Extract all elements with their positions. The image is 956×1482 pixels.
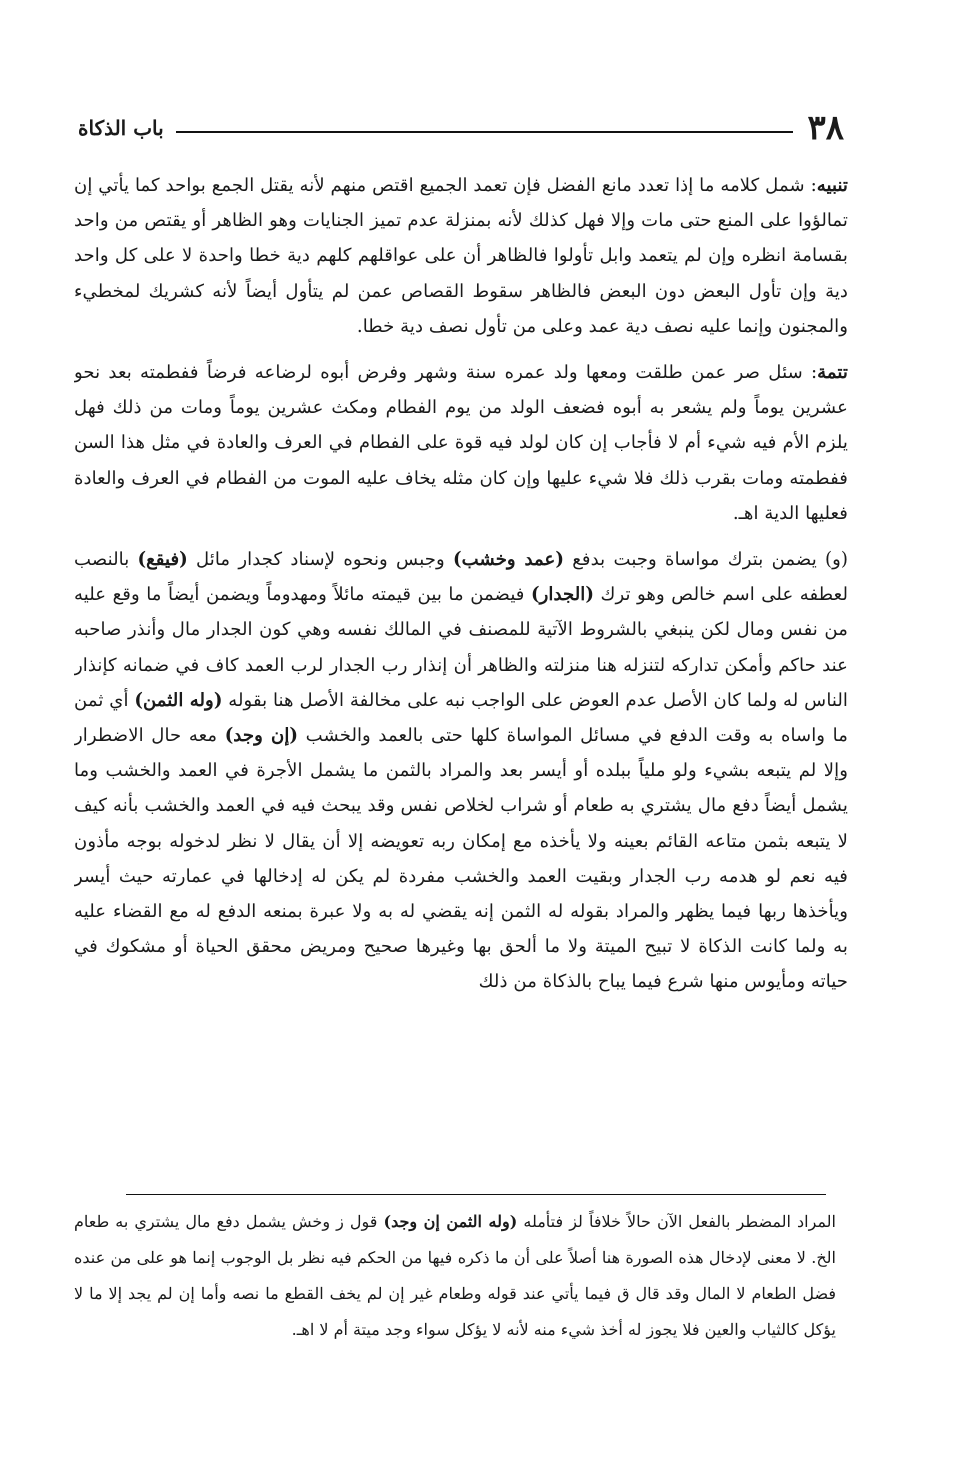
running-head [78,108,844,148]
paragraph-commentary [74,542,848,1000]
paragraph-tanbih [74,168,848,344]
commentary-text: فيضمن ما بين قيمته مائلاً ومهدوماً ويضمن أيضاً ما وقع عليه من نفس ومال لكن ينبغي بالشروط الآتية للمصنف في المالك نفسه وهي كون الجدار مال وأنذر صاحبه عند حاكم وأمكن تداركه لتنزله هنا منزلته والظاهر أن إنذار رب الجدار لرب العمد كاف في ضمانه كإنذار الناس له ولما كان الأصل عدم العوض على الواجب نبه على مخالفة الأصل هنا بقوله [74,584,848,711]
matn-quote: (عمد وخشب) [453,549,565,571]
commentary-text: معه حال الاضطرار وإلا لم يتبعه بشيء ولو ملياً ببلده أو أيسر بعد والمراد بالثمن ما يشمل الأجرة في العمد والخشب وما يشمل أيضاً دفع مال يشتري به طعام أو شراب لخلاص نفس وقد يبحث فيه في العمد والخشب بأنه كيف لا يتبعه بثمن متاعه القائم بعينه ولا يأخذه مع إمكان ربه تعويضه إلا أن يقال لا نظر لدخوله بوجه مأذون فيه نعم لو هدمه رب الجدار وبقيت العمد والخشب مفردة لم يكن له إدخالها في عمارته حيث أيسر ويأخذها ربها فيما يظهر والمراد بقوله له الثمن إنه يقضي له به ولا عبرة بمنعه الدفع له مع القضاء عليه به ولما كانت الذكاة لا تبيح الميتة ولا ما ألحق بها وغيرها صحيح ومريض محقق الحياة أو مشكوك في حياته ومأيوس منها شرع فيما يباح بالذكاة من ذلك [74,725,848,993]
matn-quote: (الجدار) [531,584,594,606]
paragraph-lead: تتمة [817,362,848,384]
header-rule [176,131,794,133]
commentary-text: أي ثمن ما واساه به وقت الدفع في مسائل المواساة كلها حتى بالعمد والخشب [74,689,848,747]
matn-quote: (وله الثمن) [134,689,223,711]
paragraph-lead: تنبيه [816,175,848,196]
footnote-paragraph [74,1204,836,1348]
footnote-text: المراد المضطر بالفعل الآن حالاً خلافاً لز فتأمله [523,1212,836,1231]
footnote-text: قول ز وخش يشمل دفع مال يشتري به طعام الخ. لا معنى لإدخال هذه الصورة هنا أصلاً على أن ما ذكره فيها من الحكم فيه نظر بل الوجوب إنما هو على من عنده فضل الطعام لا المال وقد قال ق فيما يأتي عند قوله وطعام غير إن لم يخف القطع ما نصه وأما إن لم يجد إلا ما لا يؤكل كالثياب والعين فلا يجوز له أخذ شيء منه لأنه لا يؤكل سواء وجد ميتة أم لا اهـ. [74,1212,836,1339]
paragraph-text: : شمل كلامه ما إذا تعدد مانع الفضل فإن تعمد الجميع اقتص منهم لأنه يقتل الجمع بواحد كما يأتي إن تمالؤوا على المنع حتى مات وإلا فهل كذلك لأنه بمنزلة عدم تميز الجنايات وهو الظاهر أو يقتص من واحد بقسامة انظره وإن لم يتعمد وابل تأولوا فالظاهر أن على عواقلهم كلهم دية خطا واحدة لا على كل واحد دية وإن تأول البعض دون البعض فالظاهر سقوط القصاص عمن لم يتأول أيضاً لأنه كشريك لمخطيء والمجنون وإنما عليه نصف دية عمد وعلى من تأول نصف دية خطا. [74,175,848,337]
paragraph-text: : سئل صر عمن طلقت ومعها ولد عمره سنة وشهر وفرض أبوه لرضاعه فرضاً ففطمته بعد نحو عشرين يوماً ولم يشعر به أبوه فضعف الولد من يوم الفطام ومكث عشرين يوماً ومات من ذلك فهل يلزم الأم فيه شيء أم لا فأجاب إن كان لولد فيه قوة على الفطام في العرف والعادة في مثل هذا السن ففطمته ومات بقرب ذلك فلا شيء عليها وإن كان مثله يخاف عليه الموت من الفطام في العرف والعادة فعليها الدية اهـ. [74,362,848,524]
main-text [74,168,848,1178]
footnote-quote: (وله الثمن إن وجد) [383,1212,518,1231]
page-number: ٣٨ [807,108,844,148]
footnote-rule [126,1194,826,1195]
commentary-text: بالنصب لعطفه على اسم خالص وهو ترك [74,549,848,606]
chapter-title: باب الذكاة [78,116,164,140]
commentary-text: (و) يضمن بترك مواساة وجبت بدفع [572,549,848,571]
paragraph-tatimma [74,355,848,531]
commentary-text: وجبس ونحوه لإسناد كجدار مائل [196,549,445,571]
matn-quote: (إن وجد) [224,725,299,747]
matn-quote: (فيقع) [137,549,188,571]
footnotes [74,1204,836,1414]
